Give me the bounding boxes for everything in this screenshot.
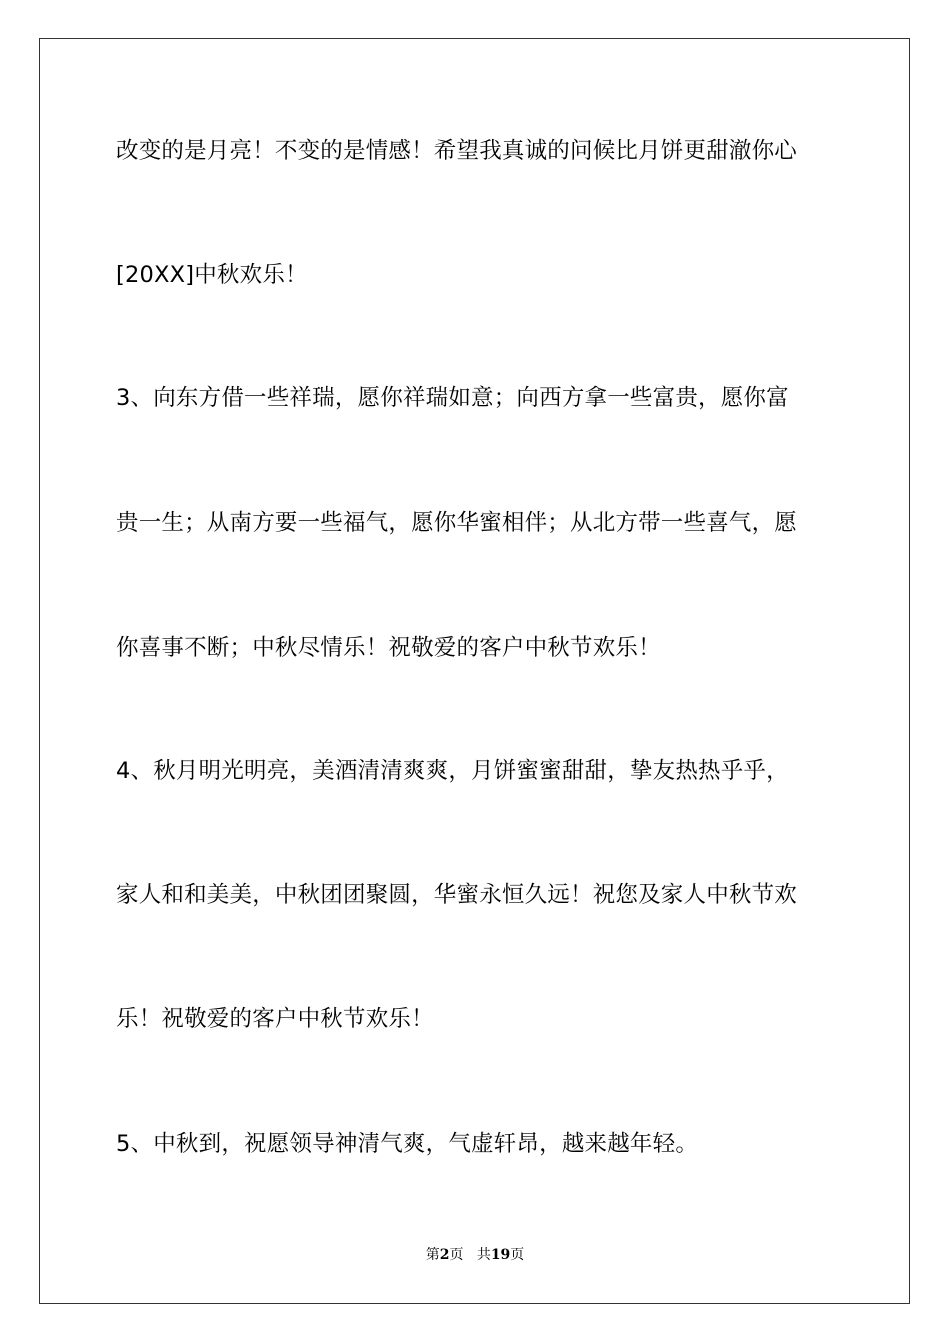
page-prefix: 第 <box>425 1247 440 1263</box>
text-line-8: 乐！祝敬爱的客户中秋节欢乐！ <box>116 1006 434 1032</box>
total-pages: 19 <box>490 1247 511 1263</box>
text-line-4: 贵一生；从南方要一些福气，愿你华蜜相伴；从北方带一些喜气，愿 <box>116 510 798 536</box>
page-border <box>39 38 910 1304</box>
total-suffix: 页 <box>510 1247 525 1263</box>
text-line-3: 3、向东方借一些祥瑞，愿你祥瑞如意；向西方拿一些富贵，愿你富 <box>116 385 789 411</box>
total-prefix: 共 <box>476 1247 491 1263</box>
page-number: 2 <box>439 1247 450 1263</box>
text-line-9: 5、中秋到，祝愿领导神清气爽，气虚轩昂，越来越年轻。 <box>116 1131 699 1157</box>
text-line-5: 你喜事不断；中秋尽情乐！祝敬爱的客户中秋节欢乐！ <box>116 635 661 661</box>
text-line-6: 4、秋月明光明亮，美酒清清爽爽，月饼蜜蜜甜甜，挚友热热乎乎， <box>116 758 789 784</box>
text-line-1: 改变的是月亮！不变的是情感！希望我真诚的问候比月饼更甜澈你心 <box>116 138 798 164</box>
page-suffix: 页 <box>449 1247 464 1263</box>
text-line-7: 家人和和美美，中秋团团聚圆，华蜜永恒久远！祝您及家人中秋节欢 <box>116 882 798 908</box>
page-footer <box>0 1246 950 1264</box>
text-line-2: [20XX]中秋欢乐！ <box>116 262 308 288</box>
